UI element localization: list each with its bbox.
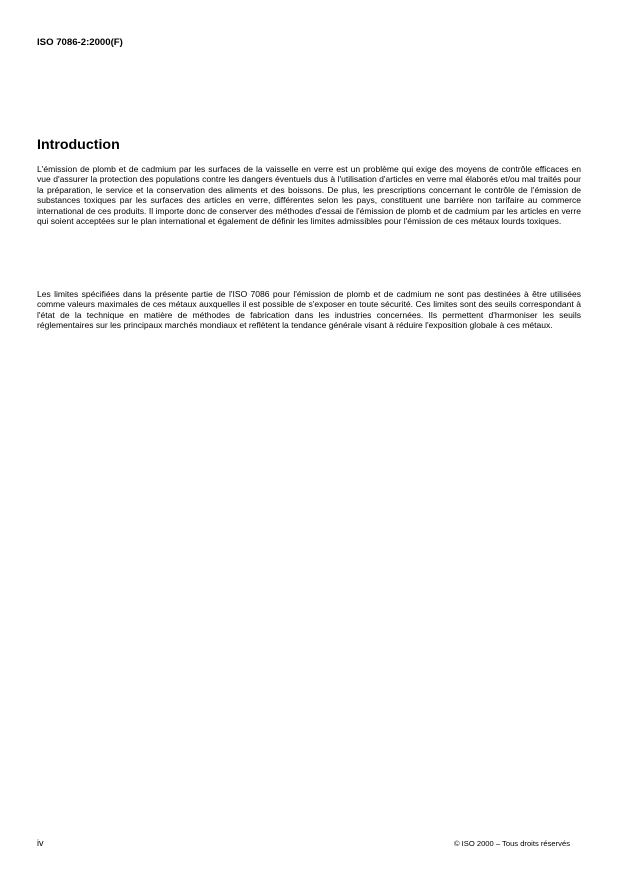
page-number: iv [37, 838, 44, 848]
introduction-paragraph-2: Les limites spécifiées dans la présente partie de l'ISO 7086 pour l'émission de plomb et de cadmium ne sont pas destinées à être utilisées comme valeurs maximales de ces métaux auxquelles il est possible de s'exposer en toute sécurité. Ces limites sont des seuils correspondant à l'état de la technique en matière de méthodes de fabrication dans les industries concernées. Ils permettent d'harmoniser les seuils réglementaires sur les principaux marchés mondiaux et reflètent la tendance générale visant à réduire l'exposition globale à ces métaux. [37, 289, 581, 331]
introduction-paragraph-1: L'émission de plomb et de cadmium par les surfaces de la vaisselle en verre est un problème qui exige des moyens de contrôle efficaces en vue d'assurer la protection des populations contre les dangers éventuels dus à l'utilisation d'articles en verre mal élaborés et/ou mal traités pour la préparation, le service et la conservation des aliments et des boissons. De plus, les prescriptions concernant le contrôle de l'émission de substances toxiques par les surfaces des articles en verre, différentes selon les pays, constituent une barrière non tarifaire au commerce international de ces produits. Il importe donc de conserver des méthodes d'essai de l'émission de plomb et de cadmium par les articles en verre qui soient acceptées sur le plan international et également de définir les limites admissibles pour l'émission de ces métaux lourds toxiques. [37, 164, 581, 227]
copyright-notice: © ISO 2000 – Tous droits réservés [453, 839, 570, 848]
section-title: Introduction [37, 137, 120, 153]
document-id-header: ISO 7086-2:2000(F) [37, 37, 123, 48]
